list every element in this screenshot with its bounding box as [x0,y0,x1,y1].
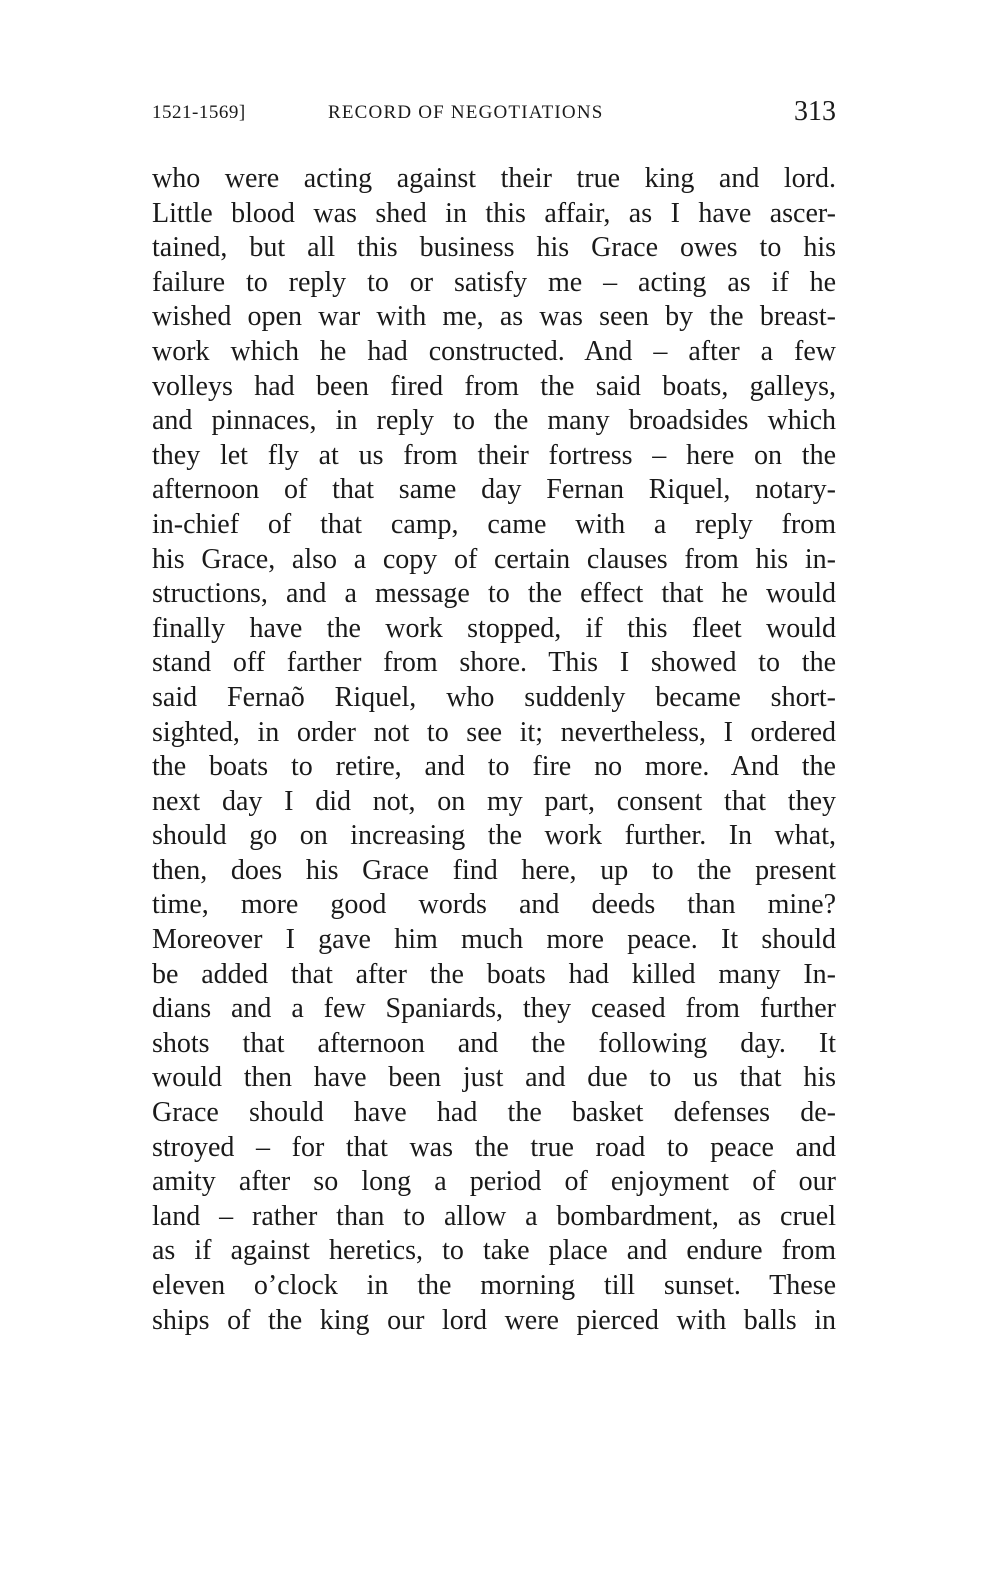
running-head-title: RECORD OF NEGOTIATIONS [328,102,604,123]
text-line: tained, but all this business his Grace owes to his [152,232,836,264]
text-line: Grace should have had the basket defenses de- [152,1097,836,1129]
text-line: sighted, in order not to see it; nevertheless, I ordered [152,716,836,748]
text-line: amity after so long a period of enjoyment of our [152,1166,836,1198]
text-line: said Fernaõ Riquel, who suddenly became short- [152,681,836,713]
text-line: would then have been just and due to us that his [152,1062,836,1094]
text-line: then, does his Grace find here, up to the present [152,854,836,886]
text-line: Little blood was shed in this affair, as I have ascer- [152,197,836,229]
text-line: Moreover I gave him much more peace. It should [152,924,836,956]
text-line: his Grace, also a copy of certain clauses from his in- [152,543,836,575]
text-line: eleven o’clock in the morning till sunset. These [152,1270,836,1301]
text-line: in-chief of that camp, came with a reply from [152,508,836,540]
text-line: failure to reply to or satisfy me – acting as if he [152,266,836,298]
text-line: volleys had been fired from the said boats, galleys, [152,370,836,402]
text-line: be added that after the boats had killed many In- [152,958,836,990]
body-text [152,162,836,1338]
text-line: ships of the king our lord were pierced with balls in [152,1304,836,1336]
text-line: next day I did not, on my part, consent that they [152,785,836,817]
text-line: dians and a few Spaniards, they ceased from further [152,993,836,1025]
running-head [152,96,836,130]
text-line: work which he had constructed. And – after a few [152,335,836,367]
text-line: structions, and a message to the effect that he would [152,578,836,610]
text-line: shots that afternoon and the following day. It [152,1027,836,1059]
text-line: stand off farther from shore. This I showed to the [152,647,836,679]
text-line: land – rather than to allow a bombardment, as cruel [152,1200,836,1232]
text-line: they let fly at us from their fortress – here on the [152,439,836,471]
text-line: as if against heretics, to take place and endure from [152,1235,836,1267]
text-line: finally have the work stopped, if this fleet would [152,612,836,644]
text-line: should go on increasing the work further. In what, [152,820,836,852]
text-line: who were acting against their true king and lord. [152,163,836,194]
text-line: and pinnaces, in reply to the many broadsides which [152,405,836,437]
text-line: wished open war with me, as was seen by the breast- [152,301,836,333]
text-line: time, more good words and deeds than mine? [152,889,836,921]
page-number: 313 [794,96,836,127]
text-line: the boats to retire, and to fire no more. And the [152,751,836,783]
text-line: afternoon of that same day Fernan Riquel, notary- [152,474,836,506]
text-line: stroyed – for that was the true road to peace and [152,1131,836,1163]
running-head-years: 1521-1569] [152,102,246,123]
